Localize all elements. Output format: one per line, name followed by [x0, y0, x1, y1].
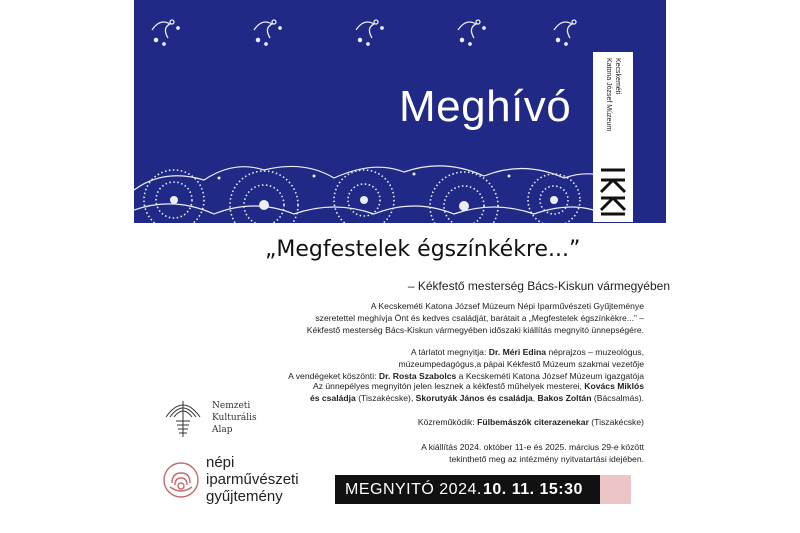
masters-intro: Az ünnepélyes megnyitón jelen lesznek a kékfestő műhelyek mesterei,: [312, 381, 585, 391]
invitation-paragraph: [240, 300, 644, 336]
npg-line: népi: [206, 454, 235, 471]
exhibition-period-paragraph: [240, 441, 644, 465]
museum-logo-line2: Katona József Múzeum: [605, 58, 612, 132]
contributors-name: Fülbemászók citerazenekar: [477, 417, 589, 427]
exhibition-period-line: tekinthető meg az intézmény nyitvatartási idejében.: [449, 454, 644, 464]
welcome-label: A vendégeket köszönti:: [288, 371, 379, 381]
welcome-name: Dr. Rosta Szabolcs: [378, 371, 457, 381]
master-name: Kovács Miklós: [584, 381, 644, 391]
opened-by-title: néprajzos – muzeológus,: [546, 347, 644, 357]
masters-paragraph: [240, 380, 644, 404]
exhibition-subheadline: – Kékfestő mesterség Bács-Kiskun vármegyében: [407, 279, 670, 293]
invitation-line: Kékfestő mesterség Bács-Kiskun vármegyében időszaki kiállítás megnyitó ünnepségére.: [306, 325, 644, 335]
npg-ornament-logo-icon: [162, 461, 200, 499]
contributors-label: Közreműködik:: [417, 417, 478, 427]
invitation-line: szeretettel meghívja Önt és kedves családját, barátait a „Megfestelek égszínkékre...” –: [315, 313, 644, 323]
nka-line: Alap: [212, 425, 233, 435]
nka-line: Nemzeti: [212, 401, 251, 411]
nka-line: Kulturális: [212, 413, 257, 423]
contributors-paragraph: [240, 416, 644, 428]
opened-by-name: Dr. Méri Edina: [488, 347, 547, 357]
nka-logo-text: [212, 400, 257, 436]
opened-by-title-line2: múzeumpedagógus,a pápai Kékfestő Múzeum szakmai vezetője: [398, 359, 644, 369]
museum-logo-line1: Kecskeméti: [614, 58, 621, 95]
opening-datetime: 10. 11. 15:30: [483, 481, 583, 498]
master-name: és családja: [309, 393, 356, 403]
museum-logo-panel: [593, 52, 633, 222]
exhibition-headline: „Megfestelek égszínkékre...”: [265, 237, 581, 262]
npg-logo-text: [206, 454, 299, 505]
opening-speakers-paragraph: [240, 346, 644, 382]
exhibition-period-line: A kiállítás 2024. október 11-e és 2025. március 29-e között: [421, 442, 644, 452]
npg-line: iparművészeti: [206, 471, 299, 488]
invitation-line: A Kecskeméti Katona József Múzeum Népi Iparművészeti Gyűjteménye: [370, 301, 644, 311]
pink-accent-block: [600, 475, 631, 504]
opened-by-label: A tárlatot megnyitja:: [410, 347, 489, 357]
separator: ,: [532, 393, 538, 403]
nka-tree-logo-icon: [162, 393, 204, 439]
master-name: Bakos Zoltán: [537, 393, 592, 403]
contributors-place: (Tiszakécske): [588, 417, 644, 427]
invitation-title: Meghívó: [399, 82, 572, 131]
master-name: Skorutyák János és családja: [415, 393, 533, 403]
welcome-title: a Kecskeméti Katona József Múzeum igazgatója: [456, 371, 644, 381]
npg-line: gyűjtemény: [206, 488, 283, 505]
opening-date-bar: [335, 475, 600, 504]
opening-label: MEGNYITÓ 2024.: [345, 481, 482, 498]
kkjm-logo-icon: [593, 52, 633, 222]
blue-dye-banner: [134, 0, 666, 223]
master-place: (Bácsalmás).: [591, 393, 644, 403]
master-place: (Tiszakécske),: [355, 393, 416, 403]
